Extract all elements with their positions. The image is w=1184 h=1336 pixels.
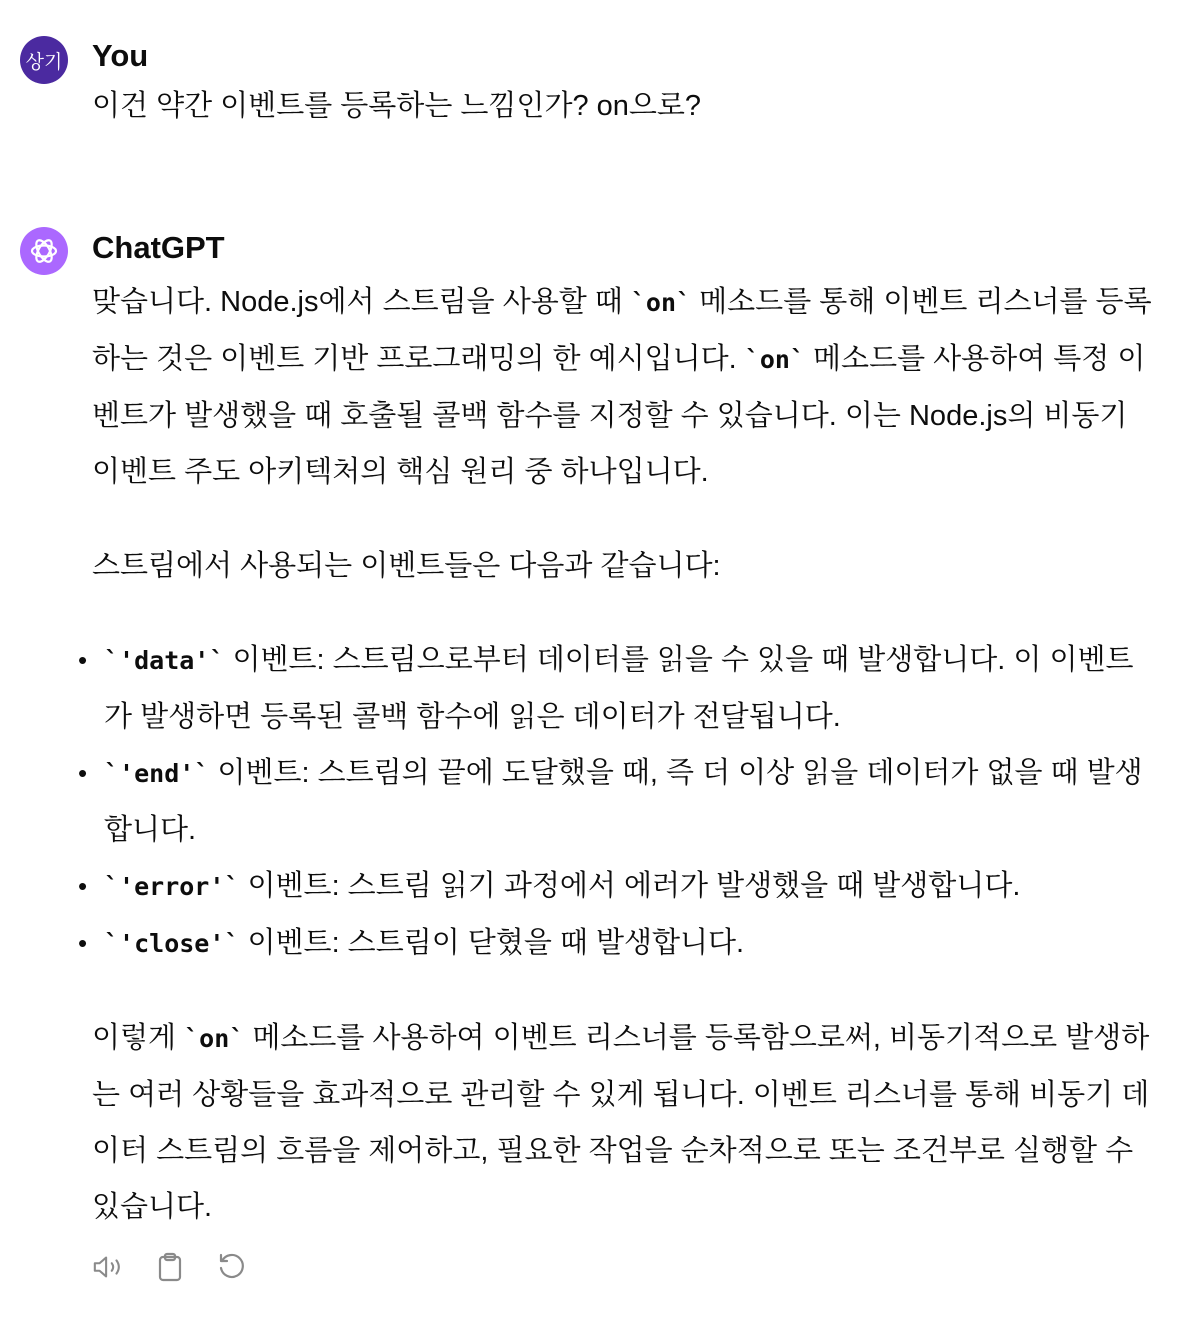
event-description: 이벤트: 스트림이 닫혔을 때 발생합니다. <box>239 927 745 959</box>
assistant-avatar <box>20 227 68 275</box>
text-span: 맞습니다. Node.js에서 스트림을 사용할 때 <box>92 286 631 318</box>
event-code: `'error'` <box>104 872 240 901</box>
user-avatar-text: 상기 <box>25 51 63 73</box>
user-message-text: 이건 약간 이벤트를 등록하는 느낌인가? on으로? <box>92 90 702 122</box>
user-avatar <box>20 36 68 84</box>
text-span: 메소드를 사용하여 이벤트 리스너를 등록함으로써, 비동기적으로 발생하는 여러 상황들을 효과적으로 관리할 수 있게 됩니다. 이벤트 리스너를 통해 비동기 데이터 스트림의 흐름을 제어하고, 필요한 작업을 순차적으로 또는 조건부로 실행할 수 있습니다. <box>92 1022 1150 1223</box>
list-item <box>78 632 1148 745</box>
openai-logo-icon <box>29 236 59 266</box>
assistant-author-name: ChatGPT <box>92 230 225 265</box>
read-aloud-icon[interactable] <box>92 1250 124 1284</box>
user-author-name: You <box>92 38 149 73</box>
assistant-paragraph-2: 스트림에서 사용되는 이벤트들은 다음과 같습니다: <box>92 550 721 582</box>
list-item <box>78 858 1148 915</box>
event-code: `'close'` <box>104 929 240 958</box>
text-span: 메소드를 사용하여 특정 이벤트가 발생했을 때 호출될 콜백 함수를 지정할 수 있습니다. 이는 Node.js의 비동기 이벤트 주도 아키텍처의 핵심 원리 중 하나입니다. <box>92 343 1146 488</box>
event-code: `'data'` <box>104 646 225 675</box>
inline-code: `on` <box>184 1024 245 1053</box>
inline-code: `on` <box>630 288 692 317</box>
list-item <box>78 745 1148 858</box>
event-description: 이벤트: 스트림의 끝에 도달했을 때, 즉 더 이상 읽을 데이터가 없을 때 발생합니다. <box>104 757 1143 846</box>
event-list <box>78 632 1148 972</box>
event-description: 이벤트: 스트림 읽기 과정에서 에러가 발생했을 때 발생합니다. <box>239 870 1021 902</box>
text-span: 메소드를 통해 이벤트 리스너를 등록하는 것은 이벤트 기반 프로그래밍의 한 예시입니다. <box>92 286 1152 375</box>
event-code: `'end'` <box>104 759 210 788</box>
assistant-paragraph-1 <box>92 274 1162 500</box>
inline-code: `on` <box>744 345 805 374</box>
text-span: 이렇게 <box>92 1022 185 1054</box>
message-actions <box>92 1250 248 1284</box>
list-item <box>78 915 1148 972</box>
regenerate-icon[interactable] <box>216 1250 248 1284</box>
event-description: 이벤트: 스트림으로부터 데이터를 읽을 수 있을 때 발생합니다. 이 이벤트가 발생하면 등록된 콜백 함수에 읽은 데이터가 전달됩니다. <box>104 644 1134 733</box>
assistant-paragraph-3 <box>92 1010 1162 1235</box>
copy-icon[interactable] <box>154 1250 186 1284</box>
